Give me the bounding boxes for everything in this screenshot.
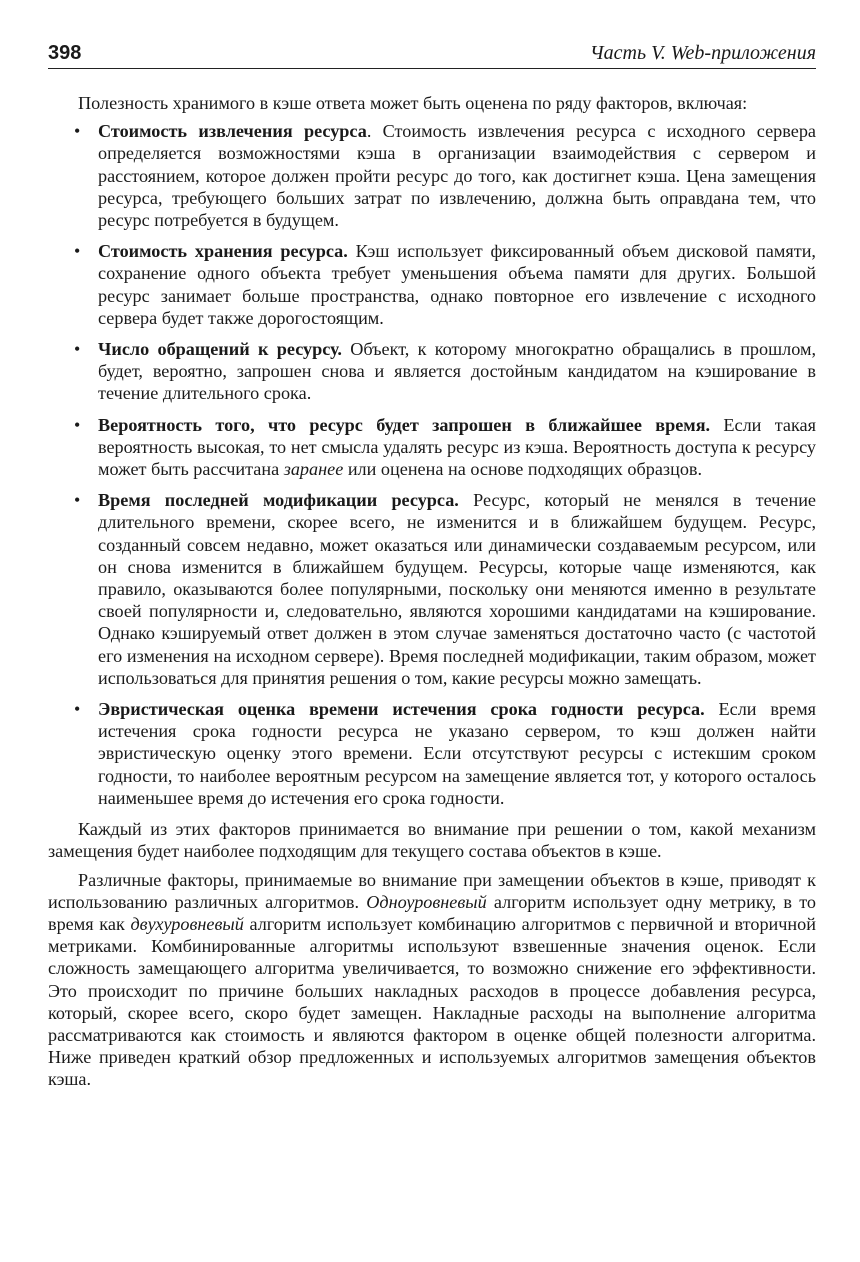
bullet-icon: • xyxy=(74,121,81,142)
item-term: Стоимость извлечения ресурса xyxy=(98,121,367,142)
page-header xyxy=(48,40,816,69)
body-paragraph: Каждый из этих факторов принимается во внимание при решении о том, какой механизм замещения будет наиболее подходящим для текущего состава объектов в кэше. xyxy=(48,819,816,862)
page-number: 398 xyxy=(48,42,82,64)
item-emphasis: заранее xyxy=(283,459,344,480)
list-item xyxy=(48,698,816,809)
item-text: Объект, к которому многократно обращались в прошлом, будет, вероятно, запрошен снова и является достойным кандидатом на кэширование в течение длительного срока. xyxy=(98,339,817,404)
list-item xyxy=(48,120,816,231)
list-item xyxy=(48,414,816,481)
bullet-icon: • xyxy=(74,414,81,435)
item-text: Если время истечения срока годности ресурса не указано сервером, то кэш должен найти эвристическую оценку этого времени. Если отсутствуют ресурсы с истекшим сроком годности, то наиболее вероятным ресурсом на замещение является тот, у которого осталось наименьшее время до истечения его срока годности. xyxy=(98,699,816,808)
item-term: Число обращений к ресурсу. xyxy=(98,339,342,360)
item-term: Эвристическая оценка времени истечения срока годности ресурса. xyxy=(98,699,705,720)
bullet-icon: • xyxy=(74,699,81,720)
bullet-icon: • xyxy=(74,490,81,511)
paragraph-text: Различные факторы, принимаемые во внимание при замещении объектов в кэше, приводят к использованию различных алгоритмов. xyxy=(48,869,816,912)
item-term: Вероятность того, что ресурс будет запрошен в ближайшее время. xyxy=(98,414,711,435)
running-head: Часть V. Web-приложения xyxy=(589,42,816,64)
paragraph-text: алгоритм использует одну метрику, в то время как xyxy=(48,891,817,934)
paragraph-emphasis: двухуровневый xyxy=(130,913,244,934)
item-text: Кэш использует фиксированный объем дисковой памяти, сохранение одного объекта требует уменьшения объема памяти для других. Большой ресурс занимает больше пространства, однако повторное его извлечение с исходного сервера будет также дорогостоящим. xyxy=(98,241,816,328)
paragraph-text: алгоритм использует комбинацию алгоритмов с первичной и вторичной метриками. Комбинированные алгоритмы используют взвешенные значения оценок. Если сложность замещающего алгоритма увеличивается, то возможно снижение его эффективности. Это происходит по причине больших накладных расходов в процессе добавления ресурса, который, скорее всего, скоро будет замещен. Накладные расходы на выполнение алгоритма рассматриваются как стоимость и являются фактором в оценке общей полезности алгоритма. Ниже приведен краткий обзор предложенных и используемых алгоритмов замещения объектов кэша. xyxy=(48,913,816,1090)
item-term: Стоимость хранения ресурса. xyxy=(98,241,348,262)
item-text: . Стоимость извлечения ресурса с исходного сервера определяется возможностями кэша в организации взаимодействия с сервером и расстоянием, которое должен пройти ресурс до того, как достигнет кэша. Цена замещения ресурса, требующего больших затрат по извлечению, должна быть оправдана тем, что ресурс потребуется в будущем. xyxy=(98,121,816,231)
list-item xyxy=(48,338,816,405)
item-text: Ресурс, который не менялся в течение длительного времени, скорее всего, не изменится и в ближайшем будущем. Ресурс, созданный совсем недавно, может оказаться или динамически создаваемым ресурсом, или он снова изменится в ближайшем будущем. Ресурсы, которые чаще изменяются, как правило, оказываются более популярными, поскольку они меняются именно в результате своей популярности и, следовательно, являются хорошими кандидатами на кэширование. Однако кэшируемый ответ должен в этом случае заменяться достаточно часто (с частотой его изменения на исходном сервере). Время последней модификации, таким образом, может использоваться для принятия решения о том, какие ресурсы можно замещать. xyxy=(98,490,816,688)
list-item xyxy=(48,489,816,689)
bullet-icon: • xyxy=(74,339,81,360)
factors-list xyxy=(48,120,816,809)
item-text: Если такая вероятность высокая, то нет смысла удалять ресурс из кэша. Вероятность доступа к ресурсу может быть рассчитана xyxy=(98,414,816,480)
bullet-icon: • xyxy=(74,241,81,262)
body-paragraph xyxy=(48,869,816,1091)
intro-paragraph: Полезность хранимого в кэше ответа может быть оценена по ряду факторов, включая: xyxy=(78,93,748,113)
paragraph-emphasis: Одноуровневый xyxy=(366,891,487,912)
page-body xyxy=(48,92,816,1097)
list-item xyxy=(48,240,816,329)
item-term: Время последней модификации ресурса. xyxy=(98,490,459,511)
item-text: или оценена на основе подходящих образцов. xyxy=(343,459,703,480)
